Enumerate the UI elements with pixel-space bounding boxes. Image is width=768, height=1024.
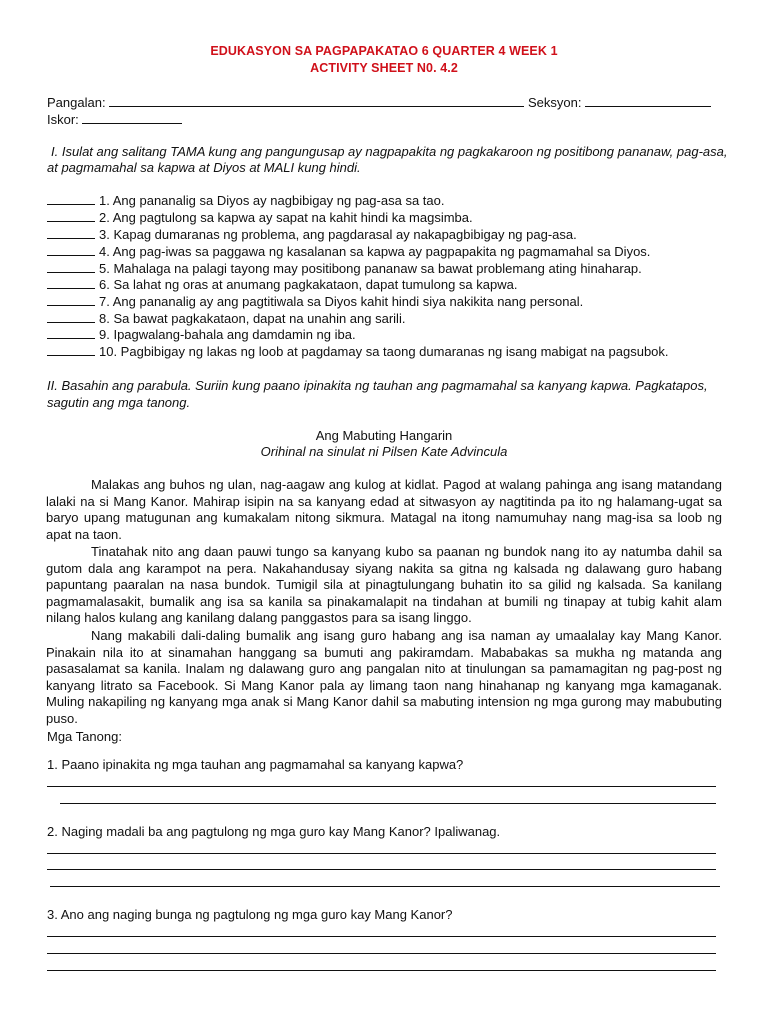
list-item: 2. Ang pagtulong sa kapwa ay sapat na kahit hindi ka magsimba.	[47, 210, 473, 226]
question: 2. Naging madali ba ang pagtulong ng mga guro kay Mang Kanor? Ipaliwanag.	[47, 824, 501, 839]
part2-instruction-line1: II. Basahin ang parabula. Suriin kung paano ipinakita ng tauhan ang pagmamahal sa kanyang kapwa. Pagkatapos,	[47, 378, 708, 393]
story-paragraph: Malakas ang buhos ng ulan, nag-aagaw ang kulog at kidlat. Pagod at walang pahinga ang isang matandang lalaki na si Mang Kanor. Mahirap isipin na sa kanyang edad at sitwasyon ay nagtitinda pa ito ng halamang-ugat sa baryo upang matugunan ang kumakalam nitong sikmura. Matagal na itong namumuhay nang mag-isa sa loob ng apat na taon.	[46, 477, 722, 542]
list-item: 9. Ipagwalang-bahala ang damdamin ng iba.	[47, 327, 356, 343]
part1-instruction-line1: I. Isulat ang salitang TAMA kung ang pangungusap ay nagpapakita ng pagkakaroon ng positibong pananaw, pag-asa,	[51, 144, 728, 159]
question: 1. Paano ipinakita ng mga tauhan ang pagmamahal sa kanyang kapwa?	[47, 757, 464, 772]
sheet-title: EDUKASYON SA PAGPAPAKATAO 6 QUARTER 4 WEEK 1	[210, 44, 558, 58]
answer-line[interactable]	[47, 786, 716, 787]
answer-line[interactable]	[50, 886, 720, 887]
name-field[interactable]	[109, 94, 524, 107]
section-row	[528, 94, 711, 111]
answer-line[interactable]	[47, 953, 716, 954]
score-field[interactable]	[82, 111, 182, 124]
story-author: Orihinal na sinulat ni Pilsen Kate Advincula	[260, 444, 508, 459]
list-item: 1. Ang pananalig sa Diyos ay nagbibigay ng pag-asa sa tao.	[47, 193, 444, 209]
name-row	[47, 94, 524, 111]
answer-line[interactable]	[47, 869, 716, 870]
section-field[interactable]	[585, 94, 711, 107]
part2-instruction-line2: sagutin ang mga tanong.	[47, 395, 191, 410]
list-item: 7. Ang pananalig ay ang pagtitiwala sa Diyos kahit hindi siya nakikita nang personal.	[47, 294, 583, 310]
score-row	[47, 111, 182, 128]
answer-blank[interactable]	[47, 277, 95, 289]
answer-blank[interactable]	[47, 193, 95, 205]
answer-line[interactable]	[47, 970, 716, 971]
answer-blank[interactable]	[47, 210, 95, 222]
answer-line[interactable]	[60, 803, 716, 804]
score-label: Iskor:	[47, 112, 79, 127]
story-paragraph: Tinatahak nito ang daan pauwi tungo sa kanyang kubo sa paanan ng bundok nang ito ay natumba dahil sa gutom dala ang karampot na pera. Nakahandusay siyang nakita sa gitna ng kalsada ng dalawang guro habang papuntang paaralan na nasa bundok. Tumigil sila at pinagtulungang buhatin ito sa gilid ng kalsada. Sa kanilang pagmamalasakit, bumalik ang isa sa kanila sa pinakamalapit na tindahan at bumili ng tinapay at tubig kahit alam nilang halos kulang ang kanilang dalang panggastos para sa isang linggo.	[46, 544, 722, 625]
list-item: 5. Mahalaga na palagi tayong may positibong pananaw sa bawat problemang ating hinaharap.	[47, 261, 642, 277]
question: 3. Ano ang naging bunga ng pagtulong ng mga guro kay Mang Kanor?	[47, 907, 453, 922]
answer-blank[interactable]	[47, 294, 95, 306]
part1-instruction-line2: at pagmamahal sa kapwa at Diyos at MALI kung hindi.	[47, 160, 361, 175]
answer-blank[interactable]	[47, 261, 95, 273]
answer-blank[interactable]	[47, 327, 95, 339]
list-item: 6. Sa lahat ng oras at anumang pagkakataon, dapat tumulong sa kapwa.	[47, 277, 517, 293]
answer-blank[interactable]	[47, 227, 95, 239]
section-label: Seksyon:	[528, 95, 582, 110]
answer-blank[interactable]	[47, 311, 95, 323]
list-item: 3. Kapag dumaranas ng problema, ang pagdarasal ay nakapagbibigay ng pag-asa.	[47, 227, 577, 243]
questions-label: Mga Tanong:	[47, 729, 122, 744]
name-label: Pangalan:	[47, 95, 106, 110]
list-item: 8. Sa bawat pagkakataon, dapat na unahin ang sarili.	[47, 311, 405, 327]
answer-blank[interactable]	[47, 244, 95, 256]
story-title: Ang Mabuting Hangarin	[315, 428, 453, 443]
answer-blank[interactable]	[47, 344, 95, 356]
answer-line[interactable]	[47, 936, 716, 937]
answer-line[interactable]	[47, 853, 716, 854]
list-item: 4. Ang pag-iwas sa paggawa ng kasalanan sa kapwa ay pagpapakita ng pagmamahal sa Diyos.	[47, 244, 650, 260]
story-paragraph: Nang makabili dali-daling bumalik ang isang guro habang ang isa naman ay umaalalay kay Mang Kanor. Pinakain nila ito at sinamahan hanggang sa bumuti ang pakiramdam. Mababakas sa mukha ng matanda ang pasasalamat sa kanila. Inalam ng dalawang guro ang pangalan nito at tinulungan sa pamamagitan ng pag-post ng kanyang litrato sa Facebook. Si Mang Kanor pala ay limang taon nang hinahanap ng kanyang mga kamaganak. Muling nakapiling ng kanyang mga anak si Mang Kanor dahil sa mabuting intension ng mga gurong may mabubuting puso.	[46, 628, 722, 726]
list-item: 10. Pagbibigay ng lakas ng loob at pagdamay sa taong dumaranas ng isang mabigat na pagsubok.	[47, 344, 669, 360]
sheet-subtitle: ACTIVITY SHEET N0. 4.2	[310, 61, 458, 75]
